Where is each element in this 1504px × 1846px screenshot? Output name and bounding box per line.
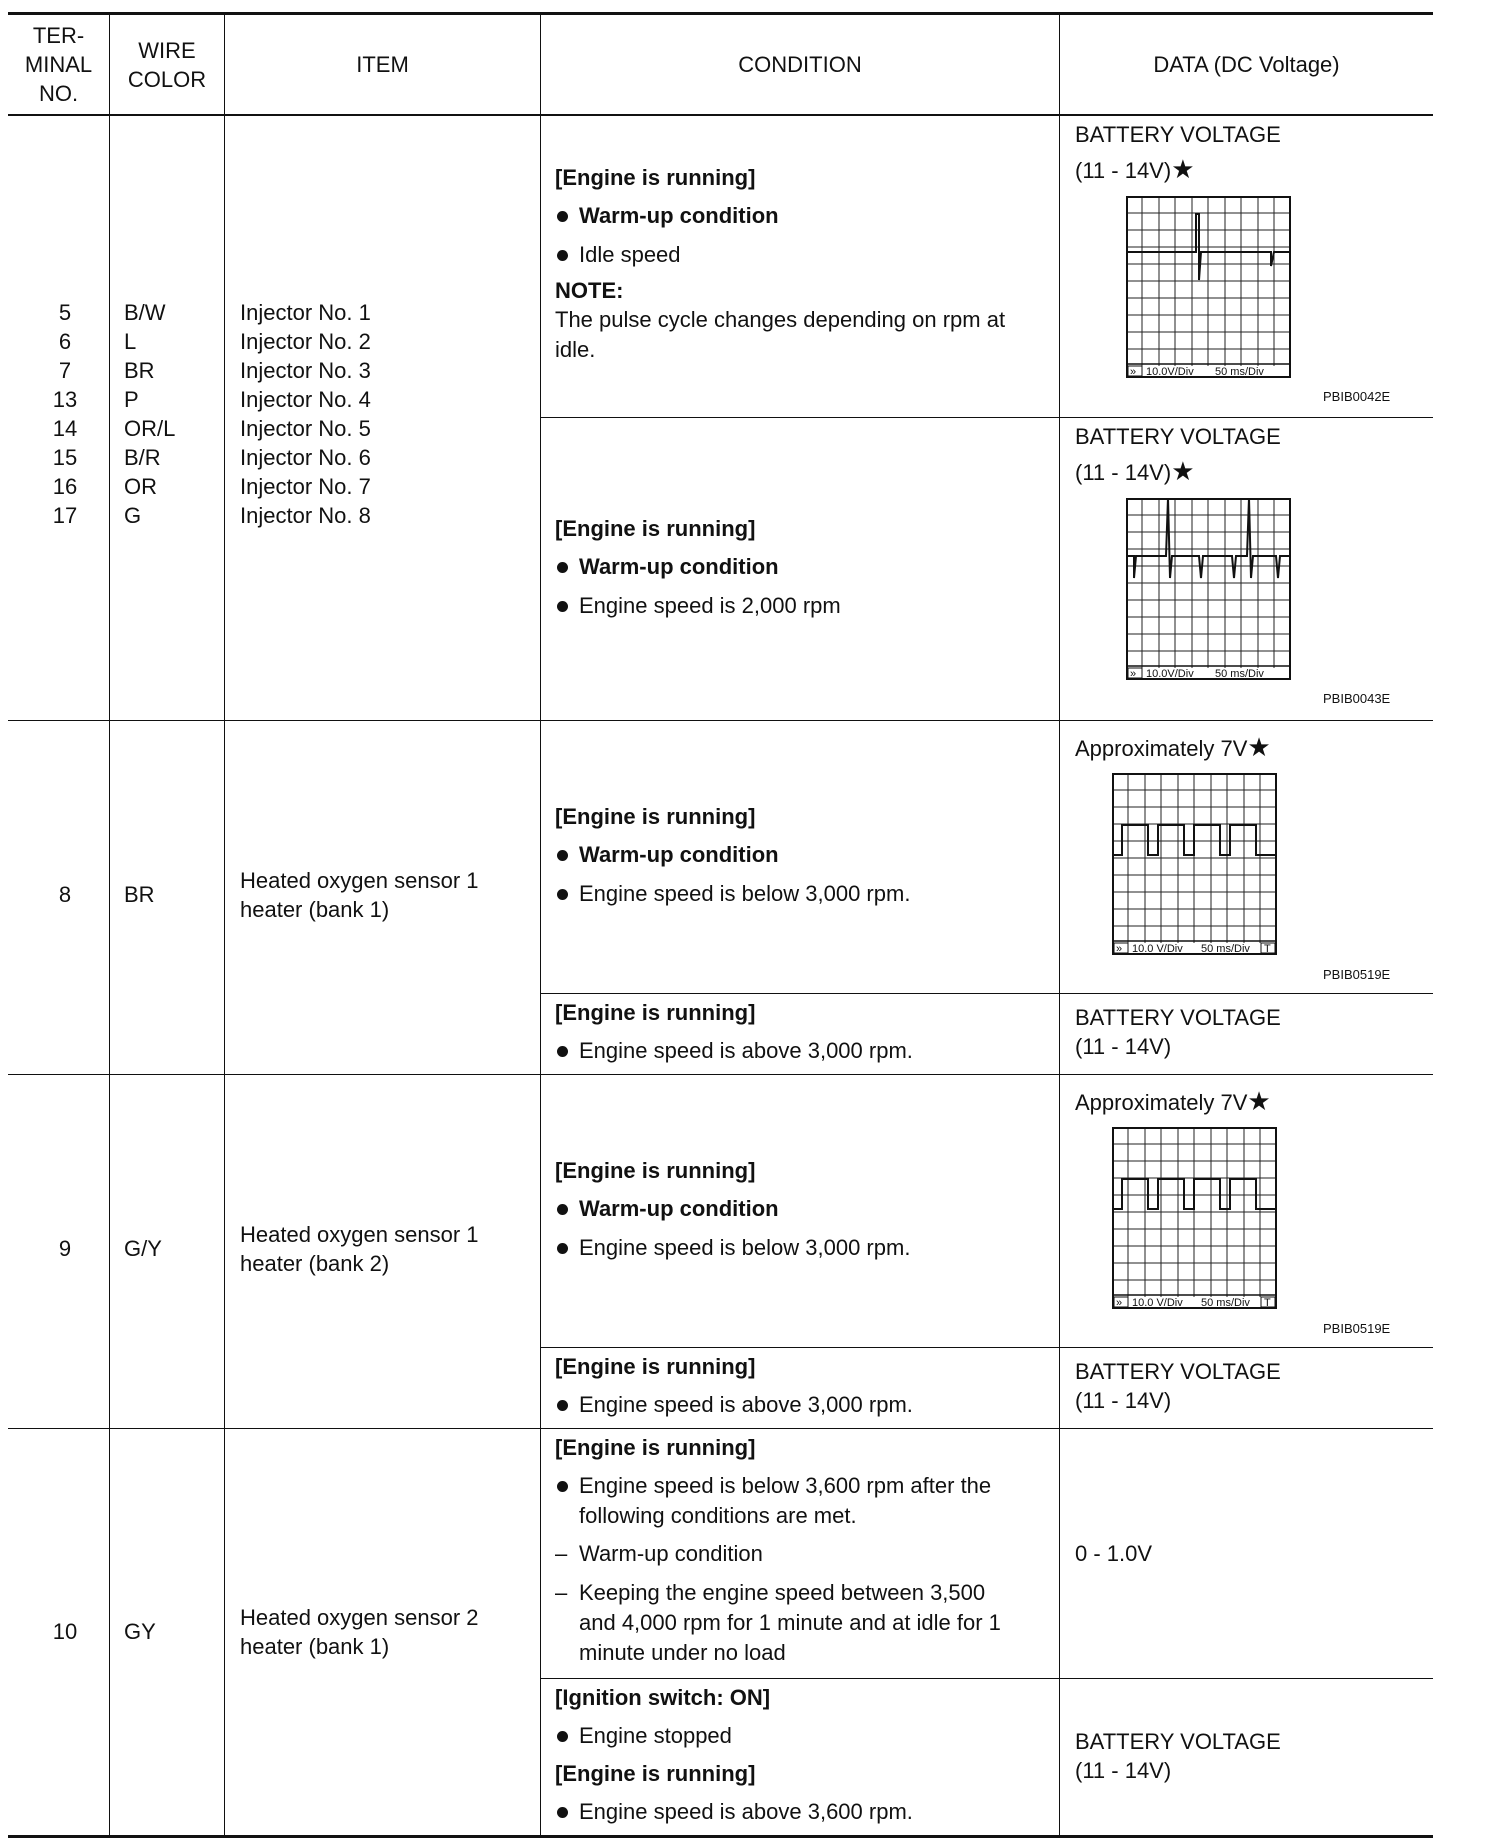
item-name: Injector No. 3 (240, 358, 371, 383)
injector-terminals (50, 298, 80, 530)
terminal-no: 10 (52, 1619, 78, 1644)
scope-trigger-label: T (1264, 1297, 1271, 1309)
condition-bullet: Warm-up condition (555, 1194, 1053, 1223)
scope-volts-per-div: 10.0 V/Div (1132, 943, 1183, 955)
oscilloscope-waveform-ho2s1b2 (1112, 1127, 1280, 1309)
scope-play-icon: » (1130, 668, 1137, 680)
item-name (240, 866, 479, 924)
item-name: Injector No. 5 (240, 416, 371, 441)
data-voltage: 0 - 1.0V (1075, 1541, 1153, 1566)
ho2s2b1-condition-ignition-on (555, 1683, 1053, 1826)
scope-time-per-div: 50 ms/Div (1215, 366, 1264, 378)
scope-volts-per-div: 10.0V/Div (1146, 668, 1194, 680)
condition-subitem: – Keeping the engine speed between 3,500 (555, 1578, 1053, 1608)
data-voltage: BATTERY VOLTAGE (1075, 424, 1281, 449)
item-line: heater (bank 2) (240, 1251, 390, 1276)
terminal-no: 5 (58, 300, 72, 325)
item-name: Injector No. 1 (240, 300, 371, 325)
condition-title: [Engine is running] (555, 1000, 756, 1025)
header-wire-color: WIRE COLOR (127, 37, 207, 92)
row-divider-ho2s1b2-end (8, 1428, 1433, 1429)
header-terminal-no: TER- MINAL NO. (24, 23, 93, 106)
data-voltage-range: (11 - 14V) (1075, 1388, 1172, 1413)
condition-title: [Engine is running] (555, 1158, 756, 1183)
wire-color: OR/L (124, 416, 176, 441)
condition-bullet: Warm-up condition (555, 552, 1053, 581)
header-bottom-border (8, 114, 1433, 116)
condition-bullet: Engine speed is 2,000 rpm (555, 591, 1053, 620)
note-text: The pulse cycle changes depending on rpm at (555, 307, 1006, 332)
injector-condition-idle (555, 163, 1053, 364)
row-divider-injectors-end (8, 720, 1433, 721)
figure-code: PBIB0519E (1323, 1321, 1391, 1336)
ho2s1b1-condition-above-3000 (555, 998, 1053, 1065)
ho2s1b2-condition-below-3000 (555, 1156, 1053, 1262)
data-voltage-line: BATTERY VOLTAGE (1075, 1729, 1281, 1754)
row-divider-ho2s1b2-mid (540, 1347, 1433, 1348)
terminal-no: 14 (52, 416, 78, 441)
terminal-no: 13 (52, 387, 78, 412)
condition-bullet: Warm-up condition (555, 840, 1053, 869)
data-voltage-range (1075, 458, 1195, 487)
wire-color: BR (124, 358, 155, 383)
condition-title: [Engine is running] (555, 165, 756, 190)
data-voltage-line: BATTERY VOLTAGE (1075, 1005, 1281, 1030)
data-voltage (1075, 734, 1271, 763)
note-label: NOTE: (555, 278, 624, 303)
terminal-no: 15 (52, 445, 78, 470)
item-name: Injector No. 2 (240, 329, 371, 354)
ho2s1b1-condition-below-3000 (555, 802, 1053, 908)
scope-time-per-div: 50 ms/Div (1201, 943, 1250, 955)
star-icon: ★ (1171, 154, 1195, 184)
item-line: heater (bank 1) (240, 1634, 390, 1659)
condition-title: [Engine is running] (555, 1354, 756, 1379)
data-voltage (1075, 1088, 1271, 1117)
star-icon: ★ (1171, 456, 1195, 486)
star-icon: ★ (1247, 732, 1271, 762)
data-voltage (1075, 1727, 1281, 1785)
star-icon: ★ (1247, 1086, 1271, 1116)
header-condition: CONDITION (738, 52, 862, 77)
row-divider-ho2s2b1-mid (540, 1678, 1433, 1679)
data-voltage-range: (11 - 14V) (1075, 1034, 1172, 1059)
condition-title: [Engine is running] (555, 804, 756, 829)
figure-code: PBIB0519E (1323, 967, 1391, 982)
scope-time-per-div: 50 ms/Div (1215, 668, 1264, 680)
scope-play-icon: » (1116, 1297, 1123, 1309)
data-voltage (1075, 1003, 1281, 1061)
ho2s2b1-condition-below-3600 (555, 1433, 1053, 1667)
data-voltage-text: Approximately 7V (1075, 736, 1248, 761)
condition-bullet: Warm-up condition (555, 201, 1053, 230)
item-name: Injector No. 4 (240, 387, 371, 412)
wire-color: G/Y (124, 1236, 162, 1261)
condition-bullet: Engine speed is above 3,000 rpm. (555, 1036, 1053, 1065)
scope-play-icon: » (1116, 943, 1123, 955)
column-divider-3 (540, 12, 541, 1838)
wire-color: OR (124, 474, 157, 499)
figure-code: PBIB0042E (1323, 389, 1391, 404)
scope-play-icon: » (1130, 366, 1137, 378)
injector-items (240, 298, 371, 530)
wire-color: P (124, 387, 139, 412)
item-name: Injector No. 6 (240, 445, 371, 470)
item-name: Injector No. 8 (240, 503, 371, 528)
header-data: DATA (DC Voltage) (1153, 52, 1340, 77)
condition-bullet: Engine speed is below 3,000 rpm. (555, 1233, 1053, 1262)
wire-color: G (124, 503, 142, 528)
scope-volts-per-div: 10.0 V/Div (1132, 1297, 1183, 1309)
figure-code: PBIB0043E (1323, 691, 1391, 706)
table-bottom-border (8, 1835, 1433, 1838)
terminal-no: 16 (52, 474, 78, 499)
condition-bullet-cont: following conditions are met. (579, 1503, 857, 1528)
condition-subitem: – Warm-up condition (555, 1539, 1053, 1568)
scope-volts-per-div: 10.0V/Div (1146, 366, 1194, 378)
item-name: Injector No. 7 (240, 474, 371, 499)
oscilloscope-waveform-ho2s1b1 (1112, 773, 1280, 955)
terminal-no: 7 (58, 358, 72, 383)
column-divider-1 (109, 12, 110, 1838)
note-text: idle. (555, 337, 596, 362)
data-voltage: BATTERY VOLTAGE (1075, 122, 1281, 147)
data-voltage-line: BATTERY VOLTAGE (1075, 1359, 1281, 1384)
scope-trigger-label: T (1264, 943, 1271, 955)
row-divider-ho2s1b1-end (8, 1074, 1433, 1075)
injector-condition-2000rpm (555, 514, 1053, 620)
column-divider-4 (1059, 12, 1060, 1838)
terminal-no: 17 (52, 503, 78, 528)
wire-color: B/R (124, 445, 161, 470)
condition-title: [Engine is running] (555, 1761, 756, 1786)
injector-wire-colors (124, 298, 175, 530)
condition-bullet: Engine speed is above 3,600 rpm. (555, 1797, 1053, 1826)
terminal-no: 8 (58, 882, 72, 907)
condition-title: [Engine is running] (555, 516, 756, 541)
condition-bullet: Engine speed is above 3,000 rpm. (555, 1390, 1053, 1419)
row-divider-injectors-mid (540, 417, 1433, 418)
condition-bullet: Engine speed is below 3,000 rpm. (555, 879, 1053, 908)
data-voltage (1075, 1357, 1281, 1415)
header-item: ITEM (356, 52, 409, 77)
item-line: heater (bank 1) (240, 897, 390, 922)
condition-bullet: Idle speed (555, 240, 1053, 269)
condition-subitem-cont: minute under no load (579, 1640, 786, 1665)
data-voltage-range-text: (11 - 14V) (1075, 158, 1172, 183)
wire-color: BR (124, 882, 155, 907)
condition-title: [Ignition switch: ON] (555, 1685, 771, 1710)
condition-bullet: Engine speed is below 3,600 rpm after the (555, 1471, 1053, 1501)
terminal-no: 9 (58, 1236, 72, 1261)
data-voltage-range-text: (11 - 14V) (1075, 460, 1172, 485)
item-line: Heated oxygen sensor 1 (240, 868, 479, 893)
row-divider-ho2s1b1-mid (540, 993, 1433, 994)
scope-time-per-div: 50 ms/Div (1201, 1297, 1250, 1309)
ho2s1b2-condition-above-3000 (555, 1352, 1053, 1419)
oscilloscope-waveform-2000rpm (1126, 498, 1294, 680)
oscilloscope-waveform-idle (1126, 196, 1294, 378)
data-voltage-text: Approximately 7V (1075, 1090, 1248, 1115)
terminal-no: 6 (58, 329, 72, 354)
condition-subitem-cont: and 4,000 rpm for 1 minute and at idle for 1 (579, 1610, 1001, 1635)
condition-bullet: Engine stopped (555, 1721, 1053, 1750)
condition-title: [Engine is running] (555, 1435, 756, 1460)
item-name (240, 1603, 479, 1661)
data-voltage-range (1075, 156, 1195, 185)
column-divider-2 (224, 12, 225, 1838)
wire-color: B/W (124, 300, 166, 325)
wire-color: GY (124, 1619, 156, 1644)
item-name (240, 1220, 479, 1278)
item-line: Heated oxygen sensor 1 (240, 1222, 479, 1247)
wire-color: L (124, 329, 137, 354)
item-line: Heated oxygen sensor 2 (240, 1605, 479, 1630)
data-voltage-range: (11 - 14V) (1075, 1758, 1172, 1783)
